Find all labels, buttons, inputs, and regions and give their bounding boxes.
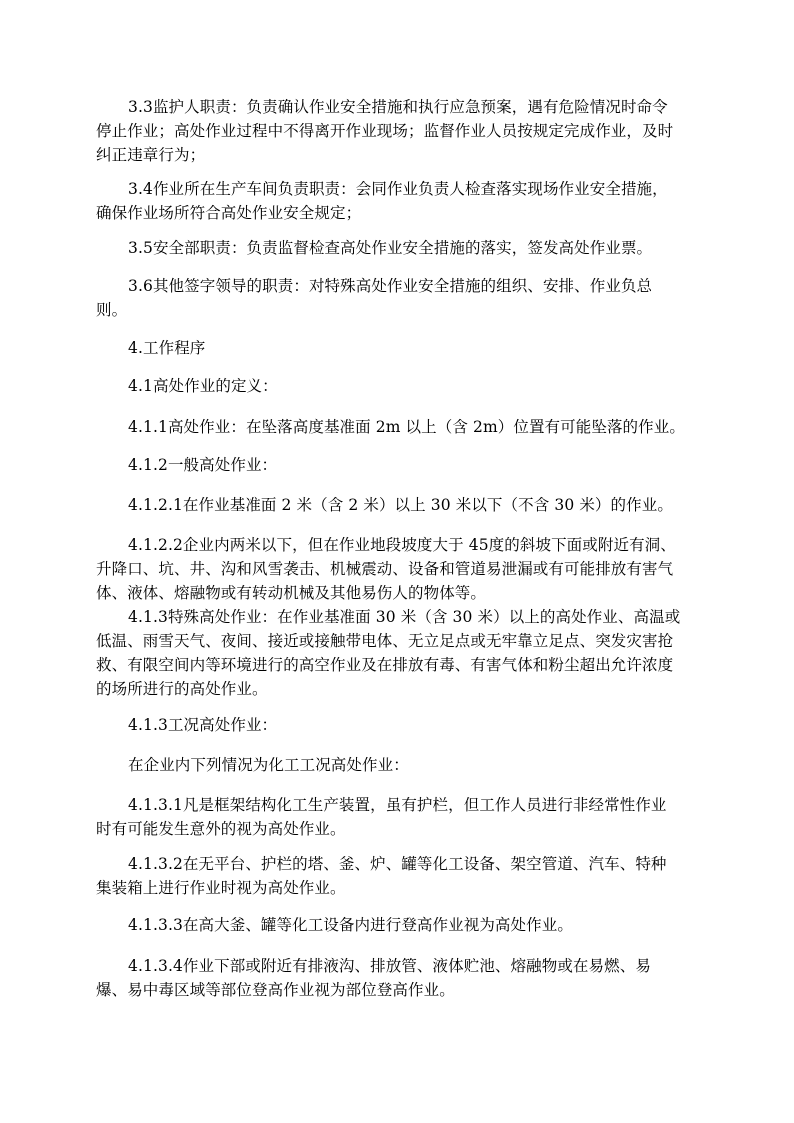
text-line: 4.1.3.4作业下部或附近有排液沟、排放管、液体贮池、熔融物或在易燃、易: [128, 957, 651, 975]
text-line: 救、有限空间内等环境进行的高空作业及在排放有毒、有害气体和粉尘超出允许浓度: [96, 656, 674, 674]
text-line: 4.1.3.1凡是框架结构化工生产装置，虽有护栏，但工作人员进行非经常性作业: [128, 796, 667, 814]
text-line: 4.工作程序: [128, 339, 206, 357]
text-line: 3.4作业所在生产车间负责职责：会同作业负责人检查落实现场作业安全措施，: [128, 180, 668, 198]
paragraph-4-1-1: [96, 415, 696, 439]
text-line: 停止作业；高处作业过程中不得离开作业现场；监督作业人员按规定完成作业，及时: [96, 122, 674, 140]
text-line: 4.1.3工况高处作业：: [128, 716, 278, 734]
text-line: 4.1.3特殊高处作业：在作业基准面 30 米（含 30 米）以上的高处作业、高温或: [128, 608, 681, 626]
paragraph-4-1-3-condition: [96, 713, 696, 737]
text-line: 低温、雨雪天气、夜间、接近或接触带电体、无立足点或无牢靠立足点、突发灾害抢: [96, 632, 674, 650]
paragraph-3-6: [96, 274, 696, 322]
paragraph-4-1-2: [96, 453, 696, 477]
text-line: 爆、易中毒区域等部位登高作业视为部位登高作业。: [96, 981, 455, 999]
paragraph-4-1-3-3: [96, 913, 696, 937]
text-line: 4.1高处作业的定义：: [128, 377, 278, 395]
paragraph-4-1-3-special: [96, 605, 696, 701]
text-line: 确保作业场所符合高处作业安全规定；: [96, 204, 362, 222]
paragraph-3-4: [96, 177, 696, 225]
text-line: 3.5安全部职责：负责监督检查高处作业安全措施的落实，签发高处作业票。: [128, 239, 653, 257]
section-heading-4: [96, 336, 696, 360]
text-line: 4.1.2.2企业内两米以下，但在作业地段坡度大于 45度的斜坡下面或附近有洞、: [128, 536, 676, 554]
text-line: 时有可能发生意外的视为高处作业。: [96, 820, 346, 838]
text-line: 在企业内下列情况为化工工况高处作业：: [128, 756, 409, 774]
text-line: 升降口、坑、井、沟和风雪袭击、机械震动、设备和管道易泄漏或有可能排放有害气: [96, 560, 674, 578]
paragraph-3-3: [96, 95, 696, 167]
text-line: 则。: [96, 301, 128, 319]
text-line: 3.6其他签字领导的职责：对特殊高处作业安全措施的组织、安排、作业负总: [128, 277, 653, 295]
paragraph-condition-intro: [96, 753, 696, 777]
paragraph-4-1-3-2: [96, 852, 696, 900]
text-line: 4.1.2.1在作业基准面 2 米（含 2 米）以上 30 米以下（不含 30 米）的作业。: [128, 496, 673, 514]
paragraph-4-1: [96, 374, 696, 398]
paragraph-4-1-3-1: [96, 793, 696, 841]
text-line: 集装箱上进行作业时视为高处作业。: [96, 879, 346, 897]
paragraph-4-1-3-4: [96, 954, 696, 1002]
text-line: 3.3监护人职责：负责确认作业安全措施和执行应急预案，遇有危险情况时命令: [128, 98, 668, 116]
text-line: 4.1.1高处作业：在坠落高度基准面 2m 以上（含 2m）位置有可能坠落的作业。: [128, 418, 685, 436]
paragraph-3-5: [96, 236, 696, 260]
text-line: 4.1.3.2在无平台、护栏的塔、釜、炉、罐等化工设备、架空管道、汽车、特种: [128, 855, 667, 873]
paragraph-4-1-2-1: [96, 493, 696, 517]
text-line: 4.1.2一般高处作业：: [128, 456, 278, 474]
text-line: 4.1.3.3在高大釜、罐等化工设备内进行登高作业视为高处作业。: [128, 916, 573, 934]
text-line: 体、液体、熔融物或有转动机械及其他易伤人的物体等。: [96, 584, 487, 602]
paragraph-4-1-2-2: [96, 533, 696, 605]
text-line: 纠正违章行为；: [96, 146, 206, 164]
text-line: 的场所进行的高处作业。: [96, 680, 268, 698]
